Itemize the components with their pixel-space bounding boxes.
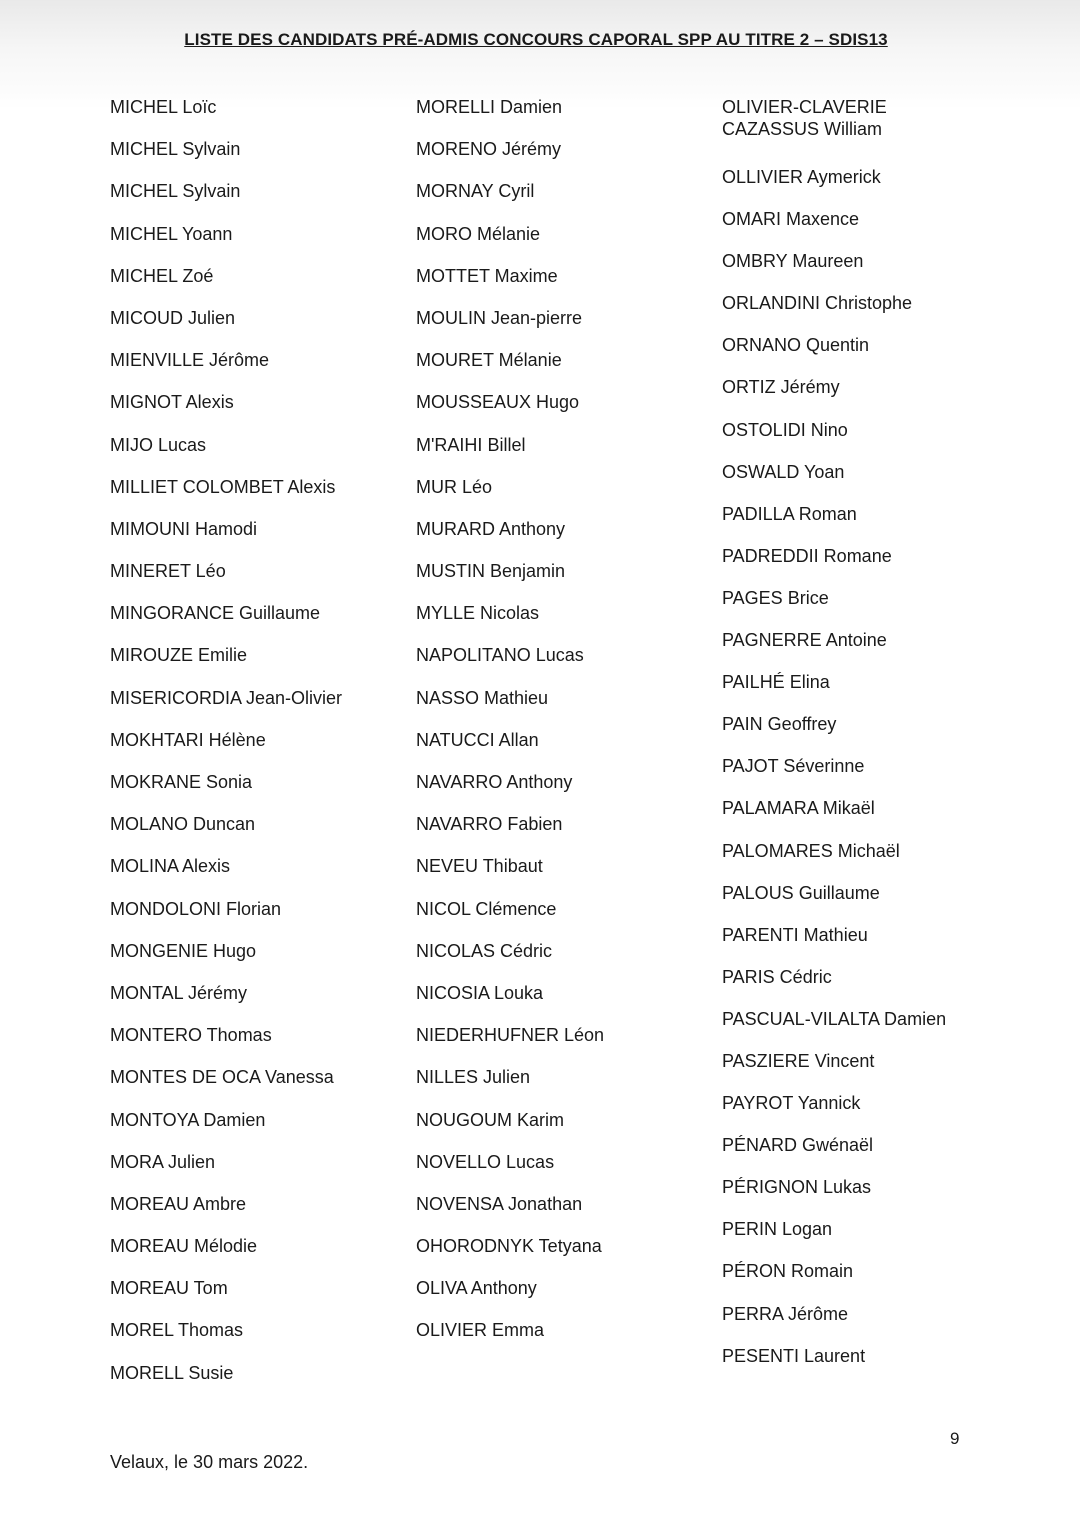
candidate-column-3	[722, 96, 946, 1387]
candidate-name: NASSO Mathieu	[416, 687, 549, 708]
candidate-name: MICHEL Loïc	[110, 97, 217, 117]
candidate-name: OSTOLIDI Nino	[722, 419, 848, 440]
candidate-name: MONTAL Jérémy	[110, 982, 248, 1003]
candidate-name: PESENTI Laurent	[722, 1345, 866, 1366]
candidate-name: ORNANO Quentin	[722, 335, 870, 356]
candidate-name: NOVELLO Lucas	[416, 1151, 555, 1172]
candidate-name: PASCUAL-VILALTA Damien	[722, 1008, 947, 1029]
candidate-name: PAIN Geoffrey	[722, 714, 837, 735]
candidate-name: PAJOT Séverinne	[722, 756, 865, 777]
candidate-name: MIGNOT Alexis	[110, 392, 234, 413]
candidate-name: MOULIN Jean-pierre	[416, 307, 583, 328]
candidate-name: OLLIVIER Aymerick	[722, 167, 881, 187]
candidate-name: MUR Léo	[416, 476, 493, 497]
candidate-name: ORLANDINI Christophe	[722, 293, 913, 314]
candidate-name: MONTOYA Damien	[110, 1109, 266, 1130]
candidate-name: MIENVILLE Jérôme	[110, 350, 270, 371]
candidate-name: PERRA Jérôme	[722, 1303, 849, 1324]
candidate-name: NILLES Julien	[416, 1067, 531, 1088]
candidate-name: MORA Julien	[110, 1151, 216, 1172]
scan-shadow	[0, 0, 1080, 110]
candidate-name: MICHEL Zoé	[110, 265, 214, 286]
candidate-name: NOUGOUM Karim	[416, 1109, 564, 1130]
candidate-name: NAVARRO Fabien	[416, 814, 563, 835]
candidate-name: PÉRON Romain	[722, 1261, 854, 1282]
candidate-name: MONTERO Thomas	[110, 1025, 272, 1046]
candidate-name: MIJO Lucas	[110, 434, 207, 455]
candidate-name: MOKRANE Sonia	[110, 772, 253, 792]
candidate-name: MONTES DE OCA Vanessa	[110, 1067, 334, 1088]
candidate-column-1	[110, 96, 342, 1404]
candidate-name: PASZIERE Vincent	[722, 1050, 875, 1071]
candidate-name: MOLINA Alexis	[110, 856, 231, 877]
candidate-name: MONDOLONI Florian	[110, 898, 282, 919]
candidate-name: PADILLA Roman	[722, 503, 857, 524]
candidate-name: PALOUS Guillaume	[722, 882, 880, 903]
candidate-name: MYLLE Nicolas	[416, 603, 540, 624]
candidate-name: OLIVA Anthony	[416, 1278, 537, 1299]
candidate-name: MUSTIN Benjamin	[416, 561, 566, 582]
candidate-name: MISERICORDIA Jean-Olivier	[110, 687, 343, 708]
candidate-name: OMARI Maxence	[722, 209, 860, 230]
candidate-name: MOLANO Duncan	[110, 814, 256, 835]
candidate-name: MIROUZE Emilie	[110, 645, 248, 666]
candidate-name: PALOMARES Michaël	[722, 840, 900, 861]
candidate-name: PAGES Brice	[722, 587, 829, 608]
candidate-name: NICOL Clémence	[416, 898, 557, 919]
candidate-name: MOUSSEAUX Hugo	[416, 392, 580, 413]
candidate-name: OLIVIER-CLAVERIE CAZASSUS William	[722, 97, 887, 139]
candidate-name: MOREL Thomas	[110, 1320, 244, 1341]
candidate-name: PAYROT Yannick	[722, 1093, 861, 1114]
candidate-name: PÉRIGNON Lukas	[722, 1177, 872, 1198]
candidate-name: MINGORANCE Guillaume	[110, 603, 321, 624]
candidate-name: MOREAU Mélodie	[110, 1236, 258, 1257]
candidate-name: MICHEL Yoann	[110, 223, 233, 244]
candidate-name: NEVEU Thibaut	[416, 856, 543, 877]
candidate-name: NOVENSA Jonathan	[416, 1193, 583, 1214]
candidate-name: MURARD Anthony	[416, 518, 566, 539]
candidate-name: OMBRY Maureen	[722, 251, 864, 272]
candidate-name: PAILHÉ Elina	[722, 672, 830, 693]
candidate-name: MICOUD Julien	[110, 307, 236, 328]
candidate-name: MORENO Jérémy	[416, 139, 562, 160]
page-number: 9	[950, 1429, 960, 1448]
candidate-name: NAVARRO Anthony	[416, 772, 573, 792]
candidate-name: MILLIET COLOMBET Alexis	[110, 476, 336, 497]
candidate-name: PADREDDII Romane	[722, 545, 892, 566]
candidate-name: M'RAIHI Billel	[416, 434, 526, 455]
candidate-name: MOREAU Tom	[110, 1278, 228, 1299]
candidate-name: MORNAY Cyril	[416, 181, 535, 202]
footer-place-date: Velaux, le 30 mars 2022.	[110, 1452, 309, 1472]
candidate-name: NAPOLITANO Lucas	[416, 645, 584, 666]
candidate-name: MORELLI Damien	[416, 97, 563, 117]
candidate-name: MORELL Susie	[110, 1362, 234, 1383]
candidate-name: MIMOUNI Hamodi	[110, 518, 258, 539]
candidate-name: OLIVIER Emma	[416, 1320, 545, 1341]
candidate-name: PARIS Cédric	[722, 966, 832, 987]
candidate-name: MOKHTARI Hélène	[110, 729, 266, 750]
candidate-name: NATUCCI Allan	[416, 729, 539, 750]
candidate-name: PAGNERRE Antoine	[722, 630, 887, 651]
candidate-name: PERIN Logan	[722, 1219, 833, 1240]
candidate-name: MOURET Mélanie	[416, 350, 562, 371]
candidate-column-2	[416, 96, 604, 1362]
candidate-name: MINERET Léo	[110, 561, 226, 582]
candidate-name: MICHEL Sylvain	[110, 139, 241, 160]
candidate-name: MORO Mélanie	[416, 223, 541, 244]
candidate-name: MONGENIE Hugo	[110, 940, 257, 961]
candidate-name: PALAMARA Mikaël	[722, 798, 875, 819]
candidate-name: PÉNARD Gwénaël	[722, 1135, 874, 1156]
candidate-name: ORTIZ Jérémy	[722, 377, 840, 398]
candidate-name: PARENTI Mathieu	[722, 924, 868, 945]
candidate-name: NICOSIA Louka	[416, 982, 544, 1003]
candidate-name: MOTTET Maxime	[416, 265, 558, 286]
document-title: LISTE DES CANDIDATS PRÉ-ADMIS CONCOURS CAPORAL SPP AU TITRE 2 – SDIS13	[184, 30, 888, 49]
candidate-name: OHORODNYK Tetyana	[416, 1236, 602, 1257]
candidate-name: MICHEL Sylvain	[110, 181, 241, 202]
candidate-name: NIEDERHUFNER Léon	[416, 1025, 605, 1046]
candidate-name: OSWALD Yoan	[722, 461, 845, 482]
candidate-name: MOREAU Ambre	[110, 1193, 247, 1214]
candidate-name: NICOLAS Cédric	[416, 940, 553, 961]
